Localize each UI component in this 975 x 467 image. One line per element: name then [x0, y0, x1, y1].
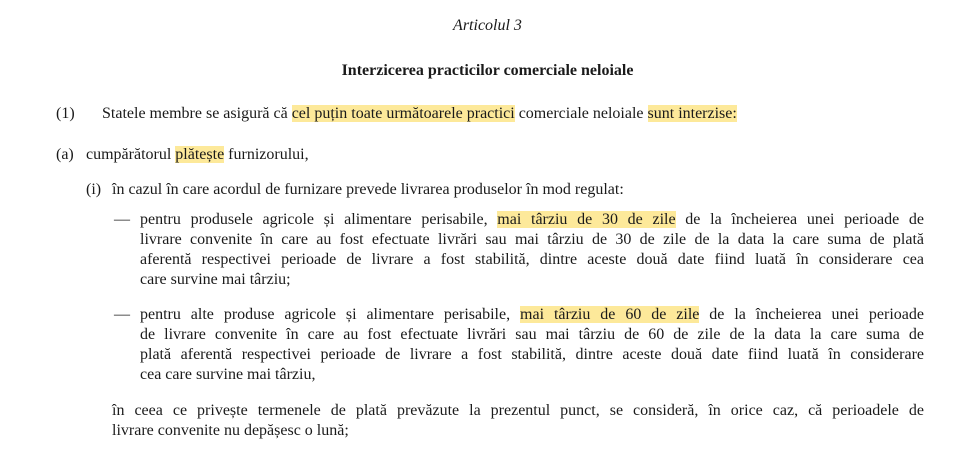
highlight-60-days: mai târziu de 60 de zile — [520, 306, 700, 323]
dash-item-body — [140, 210, 924, 290]
dash-item-line — [140, 305, 924, 325]
article-heading: Articolul 3 — [453, 17, 522, 34]
dash-item-text-part: de la încheierea unei perioade — [699, 306, 925, 323]
dash-item-text-part: pentru produsele agricole și alimentare perisabile, — [140, 211, 498, 228]
point-a-text-part: cumpărătorul — [86, 146, 176, 163]
point-a-text — [86, 145, 309, 165]
article-title: Interzicerea practicilor comerciale neloiale — [341, 62, 634, 79]
dash-bullet: — — [114, 211, 130, 228]
point-i-label: (i) — [86, 181, 102, 198]
closing-line: în ceea ce privește termenele de plată prevăzute la prezentul punct, se consideră, în orice caz, că perioadele de — [112, 402, 924, 419]
dash-item-line: livrare convenite în care au fost efectuate livrări sau mai târziu de 30 de zile de la data la care suma de plată — [140, 231, 924, 248]
point-a-text-part: furnizorului, — [224, 146, 309, 163]
highlight-pays: plătește — [175, 146, 225, 163]
dash-item-text-part: pentru alte produse agricole și alimentare perisabile, — [140, 306, 521, 323]
point-i-text: în cazul în care acordul de furnizare prevede livrarea produselor în mod regulat: — [112, 181, 624, 198]
dash-item-line: cea care survine mai târziu, — [140, 366, 316, 383]
highlight-at-least-all-practices: cel puțin toate următoarele practici — [291, 105, 515, 122]
dash-item-body — [140, 305, 924, 385]
paragraph-1-text — [102, 104, 737, 124]
dash-item-line: de livrare convenite în care au fost efectuate livrări sau mai târziu de 60 de zile de la data la care suma de — [140, 326, 924, 343]
closing-paragraph — [112, 401, 924, 441]
dash-item-line: aferentă respectivei perioade de livrare a fost stabilită, dintre aceste două date fiind luată în considerare cea — [140, 251, 924, 268]
dash-bullet: — — [114, 306, 130, 323]
paragraph-1-text-part: Statele membre se asigură că — [102, 105, 292, 122]
closing-line: livrare convenite nu depășesc o lună; — [112, 422, 349, 439]
highlight-are-prohibited: sunt interzise: — [647, 105, 737, 122]
dash-item-line: care survine mai târziu; — [140, 271, 291, 288]
dash-item-text-part: de la încheierea unei perioade de — [675, 211, 924, 228]
highlight-30-days: mai târziu de 30 de zile — [497, 211, 676, 228]
paragraph-number: (1) — [56, 105, 75, 122]
dash-item-line: plată aferentă respectivei perioade de livrare a fost stabilită, dintre aceste două date fiind luată în considerare — [140, 346, 924, 363]
paragraph-1-text-part: comerciale neloiale — [514, 105, 648, 122]
point-a-label: (a) — [56, 146, 74, 163]
dash-item-line — [140, 210, 924, 230]
